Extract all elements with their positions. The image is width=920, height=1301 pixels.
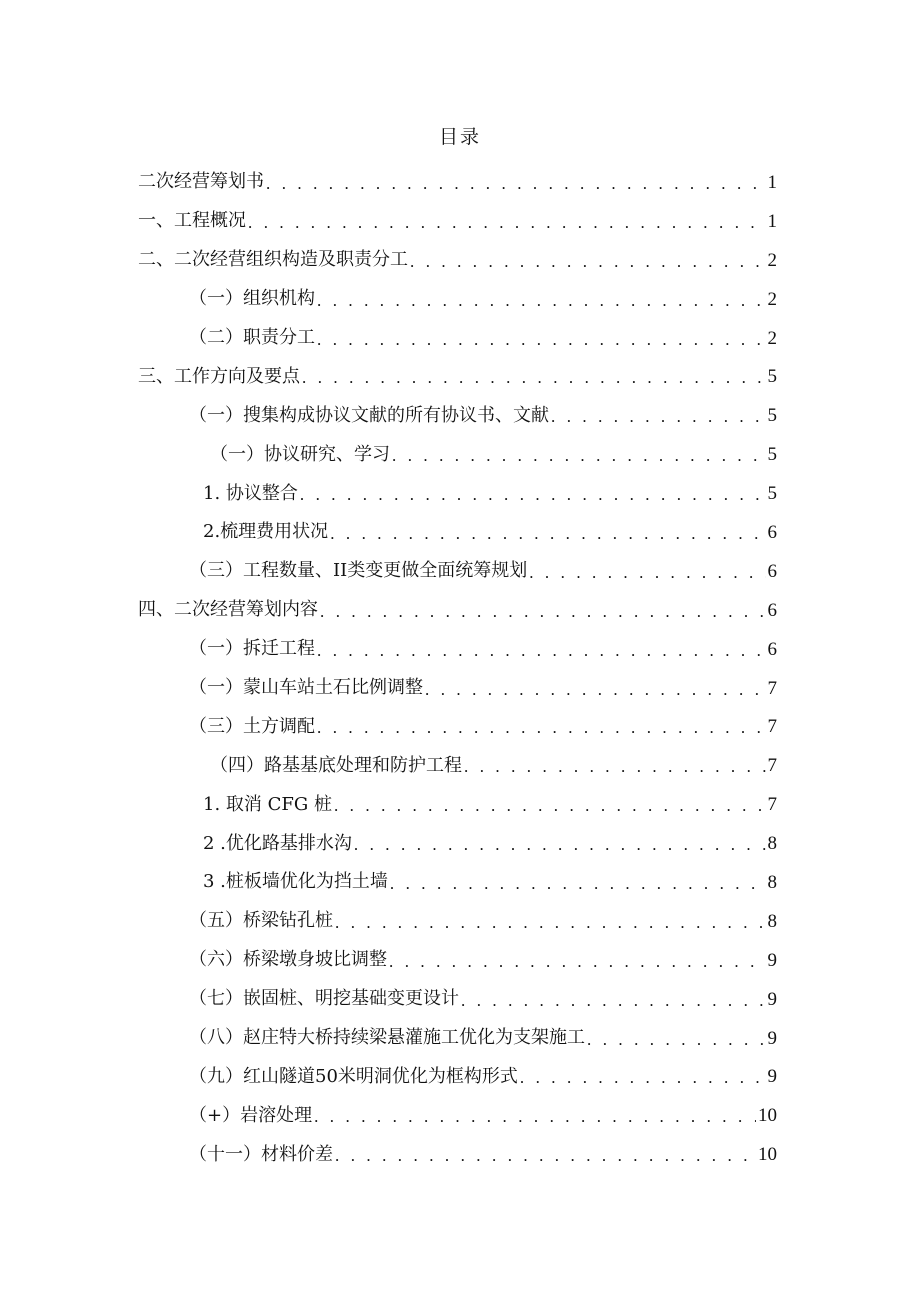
dot-leader bbox=[335, 914, 766, 931]
toc-entry-label: （四）路基基底处理和防护工程 bbox=[210, 754, 462, 776]
toc-entry-label: （十一）材料价差 bbox=[189, 1143, 333, 1165]
toc-entry-page-number: 2 bbox=[767, 288, 777, 310]
toc-entry-page-number: 8 bbox=[767, 833, 777, 855]
toc-entry-page-number: 5 bbox=[767, 366, 777, 388]
toc-entry-label: 2 .优化路基排水沟 bbox=[203, 832, 352, 854]
dot-leader bbox=[461, 992, 766, 1009]
dot-leader bbox=[392, 447, 766, 464]
toc-entry-label: 二、二次经营组织构造及职责分工 bbox=[138, 249, 408, 271]
toc-entry-page-number: 7 bbox=[767, 677, 777, 699]
toc-entry[interactable] bbox=[0, 941, 777, 980]
toc-entry-label: 1. 取消 CFG 桩 bbox=[203, 793, 332, 815]
dot-leader bbox=[335, 1147, 756, 1164]
toc-entry[interactable] bbox=[0, 746, 777, 785]
dot-leader bbox=[551, 408, 766, 425]
toc-entry-page-number: 6 bbox=[767, 560, 777, 582]
toc-entry-page-number: 8 bbox=[767, 910, 777, 932]
toc-entry-label: （三）土方调配 bbox=[189, 715, 315, 737]
dot-leader bbox=[587, 1031, 766, 1048]
toc-entry[interactable] bbox=[0, 163, 777, 202]
toc-entry-label: 二次经营筹划书 bbox=[138, 171, 264, 193]
toc-entry-page-number: 5 bbox=[767, 405, 777, 427]
toc-entry[interactable] bbox=[0, 552, 777, 591]
dot-leader bbox=[410, 253, 766, 270]
dot-leader bbox=[300, 486, 766, 503]
dot-leader bbox=[248, 214, 766, 231]
toc-entry-label: （一）协议研究、学习 bbox=[210, 443, 390, 465]
dot-leader bbox=[390, 875, 766, 892]
toc-entry-page-number: 7 bbox=[767, 716, 777, 738]
toc-entry[interactable] bbox=[0, 707, 777, 746]
toc-entry-label: 四、二次经营筹划内容 bbox=[138, 599, 318, 621]
toc-entry-page-number: 6 bbox=[767, 638, 777, 660]
toc-entry[interactable] bbox=[0, 824, 777, 863]
dot-leader bbox=[464, 758, 766, 775]
toc-entry-page-number: 1 bbox=[767, 171, 777, 193]
toc-entry[interactable] bbox=[0, 474, 777, 513]
toc-entry-label: （七）嵌固桩、明挖基础变更设计 bbox=[189, 988, 459, 1010]
toc-entry[interactable] bbox=[0, 513, 777, 552]
toc-entry-label: （一）蒙山车站土石比例调整 bbox=[189, 677, 423, 699]
toc-entry-page-number: 2 bbox=[767, 249, 777, 271]
toc-entry-label: 1. 协议整合 bbox=[203, 482, 298, 504]
toc-entry-page-number: 7 bbox=[767, 755, 777, 777]
toc-entry-page-number: 10 bbox=[758, 1144, 777, 1166]
dot-leader bbox=[425, 681, 766, 698]
toc-entry[interactable] bbox=[0, 902, 777, 941]
dot-leader bbox=[334, 797, 766, 814]
dot-leader bbox=[317, 642, 766, 659]
toc-entry-page-number: 9 bbox=[767, 1066, 777, 1088]
toc-entry-label: （三）工程数量、II类变更做全面统筹规划 bbox=[189, 560, 528, 582]
toc-entry[interactable] bbox=[0, 202, 777, 241]
toc-entry[interactable] bbox=[0, 435, 777, 474]
dot-leader bbox=[266, 175, 766, 192]
toc-entry-page-number: 6 bbox=[767, 599, 777, 621]
toc-entry[interactable] bbox=[0, 591, 777, 630]
dot-leader bbox=[330, 525, 765, 542]
toc-entry-label: （九）红山隧道50米明洞优化为框构形式 bbox=[189, 1065, 518, 1087]
toc-entry-page-number: 6 bbox=[767, 521, 777, 543]
toc-entry[interactable] bbox=[0, 630, 777, 669]
toc-entry-page-number: 9 bbox=[767, 949, 777, 971]
toc-entry[interactable] bbox=[0, 1057, 777, 1096]
dot-leader bbox=[389, 953, 766, 970]
toc-entry-page-number: 8 bbox=[767, 871, 777, 893]
toc-entry-label: （一）拆迁工程 bbox=[189, 638, 315, 660]
toc-entry-label: （+）岩溶处理 bbox=[189, 1104, 313, 1126]
toc-entry[interactable] bbox=[0, 863, 777, 902]
toc-entry-page-number: 7 bbox=[767, 794, 777, 816]
toc-entry[interactable] bbox=[0, 785, 777, 824]
toc-entry[interactable] bbox=[0, 669, 777, 708]
toc-entry[interactable] bbox=[0, 396, 777, 435]
toc-entry-label: （八）赵庄特大桥持续梁悬灌施工优化为支架施工 bbox=[189, 1027, 585, 1049]
toc-entry-label: （五）桥梁钻孔桩 bbox=[189, 910, 333, 932]
toc-entry[interactable] bbox=[0, 1135, 777, 1174]
toc-entry-page-number: 10 bbox=[758, 1105, 777, 1127]
toc-entry[interactable] bbox=[0, 980, 777, 1019]
toc-entry-page-number: 9 bbox=[767, 1027, 777, 1049]
dot-leader bbox=[317, 719, 766, 736]
dot-leader bbox=[354, 836, 766, 853]
toc-title: 目录 bbox=[438, 126, 481, 148]
dot-leader bbox=[302, 369, 766, 386]
table-of-contents bbox=[0, 163, 920, 1174]
toc-entry[interactable] bbox=[0, 319, 777, 358]
dot-leader bbox=[520, 1069, 766, 1086]
toc-entry-label: （六）桥梁墩身坡比调整 bbox=[189, 949, 387, 971]
toc-entry[interactable] bbox=[0, 1019, 777, 1058]
toc-entry[interactable] bbox=[0, 280, 777, 319]
toc-entry[interactable] bbox=[0, 1096, 777, 1135]
dot-leader bbox=[320, 603, 766, 620]
toc-entry-label: （一）组织机构 bbox=[189, 288, 315, 310]
dot-leader bbox=[314, 1108, 756, 1125]
toc-entry-label: 三、工作方向及要点 bbox=[138, 365, 300, 387]
toc-entry-page-number: 5 bbox=[767, 483, 777, 505]
dot-leader bbox=[317, 331, 766, 348]
toc-entry-page-number: 2 bbox=[767, 327, 777, 349]
toc-entry-label: 2.梳理费用状况 bbox=[203, 521, 329, 543]
toc-entry-label: 一、工程概况 bbox=[138, 210, 246, 232]
dot-leader bbox=[529, 564, 765, 581]
dot-leader bbox=[317, 292, 766, 309]
toc-entry[interactable] bbox=[0, 357, 777, 396]
toc-entry-label: 3 .桩板墙优化为挡土墙 bbox=[203, 871, 388, 893]
toc-entry-label: （二）职责分工 bbox=[189, 327, 315, 348]
toc-entry-page-number: 9 bbox=[767, 988, 777, 1010]
toc-entry-page-number: 1 bbox=[767, 210, 777, 232]
toc-entry-page-number: 5 bbox=[767, 444, 777, 466]
toc-entry[interactable] bbox=[0, 241, 777, 280]
toc-entry-label: （一）搜集构成协议文献的所有协议书、文献 bbox=[189, 404, 549, 426]
